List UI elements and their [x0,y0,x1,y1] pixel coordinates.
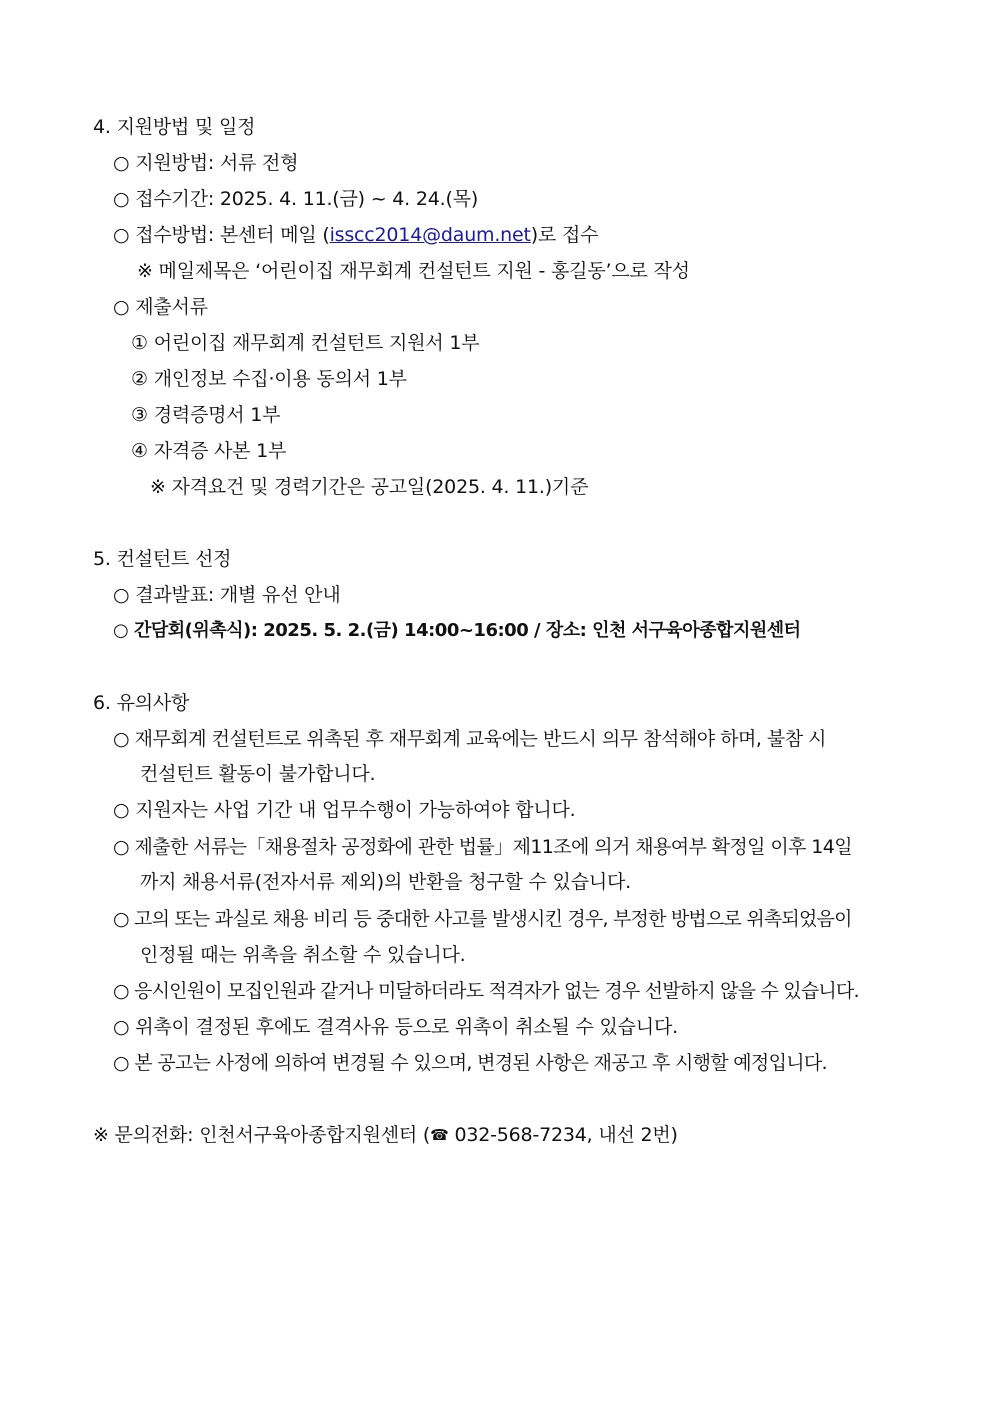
qualification-note [150,474,588,500]
notice-item-text: 인정될 때는 위촉을 취소할 수 있습니다. [140,944,466,966]
contact-prefix: ※ 문의전화: 인천서구육아종합지원센터 ( [93,1124,431,1146]
document-item-text: 개인정보 수집·이용 동의서 1부 [153,368,407,390]
circle-bullet-icon: ○ [113,980,129,1002]
notice-item [113,797,576,823]
circle-bullet-icon: ○ [113,296,130,318]
contact-phone: 032-568-7234, 내선 2번 [454,1124,671,1146]
meeting-item [113,618,801,644]
section-4-title-text: 4. 지원방법 및 일정 [93,116,256,138]
circled-number: ④ [131,440,148,462]
phone-icon: ☎ [430,1126,449,1144]
apply-method-item [113,150,298,176]
notice-item [113,1014,678,1040]
document-item-text: 자격증 사본 1부 [153,440,287,462]
documents-title-text: 제출서류 [135,296,208,318]
circled-number: ② [131,368,148,390]
receipt-period-item [113,186,478,212]
document-item-text: 경력증명서 1부 [153,404,281,426]
section-5-title [93,546,231,572]
circle-bullet-icon: ○ [113,152,130,174]
section-6-title-text: 6. 유의사항 [93,692,190,714]
contact-line [93,1122,678,1149]
circle-bullet-icon: ○ [113,1016,130,1038]
circle-bullet-icon: ○ [113,620,129,641]
qualification-note-text: ※ 자격요건 및 경력기간은 공고일(2025. 4. 11.)기준 [150,476,589,498]
receipt-method-prefix: 접수방법: 본센터 메일 ( [135,224,330,246]
circle-bullet-icon: ○ [113,836,129,858]
circle-bullet-icon: ○ [113,584,130,606]
notice-item [113,906,852,932]
document-item [131,330,479,356]
document-item [131,402,280,428]
section-5-title-text: 5. 컨설턴트 선정 [93,548,232,570]
notice-item-text: 고의 또는 과실로 채용 비리 등 중대한 사고를 발생시킨 경우, 부정한 방법으로 위촉되었음이 [134,908,852,930]
document-item [131,438,286,464]
notice-item [113,978,859,1004]
circle-bullet-icon: ○ [113,908,129,930]
apply-method-text: 지원방법: 서류 전형 [135,152,299,174]
section-4-title [93,114,255,140]
circled-number: ① [131,332,148,354]
notice-item-text: 재무회계 컨설턴트로 위촉된 후 재무회계 교육에는 반드시 의무 참석해야 하며, 불참 시 [134,728,827,750]
circle-bullet-icon: ○ [113,224,130,246]
notice-item-continuation [140,761,375,787]
notice-item-text: 응시인원이 모집인원과 같거나 미달하더라도 적격자가 없는 경우 선발하지 않을 수 있습니다. [134,980,859,1002]
document-item [131,366,407,392]
notice-item-text: 제출한 서류는「채용절차 공정화에 관한 법률」제11조에 의거 채용여부 확정일 이후 14일 [134,836,853,858]
notice-item-text: 본 공고는 사정에 의하여 변경될 수 있으며, 변경된 사항은 재공고 후 시행할 예정입니다. [134,1052,827,1074]
circle-bullet-icon: ○ [113,728,130,750]
notice-item-text: 위촉이 결정된 후에도 결격사유 등으로 위촉이 취소될 수 있습니다. [135,1016,678,1038]
section-6-title [93,690,189,716]
notice-item-text: 지원자는 사업 기간 내 업무수행이 가능하여야 합니다. [135,799,576,821]
result-announcement-text: 결과발표: 개별 유선 안내 [135,584,341,606]
receipt-period-text: 접수기간: 2025. 4. 11.(금) ~ 4. 24.(목) [135,188,479,210]
notice-item [113,1050,827,1076]
result-announcement-item [113,582,341,608]
receipt-method-item [113,222,598,248]
notice-item-continuation [140,942,466,968]
notice-item-text: 컨설턴트 활동이 불가합니다. [140,763,376,785]
email-link[interactable]: isscc2014@daum.net [329,224,531,246]
meeting-text: 간담회(위촉식): 2025. 5. 2.(금) 14:00~16:00 / 장소: 인천 서구육아종합지원센터 [134,620,801,641]
notice-item-text: 까지 채용서류(전자서류 제외)의 반환을 청구할 수 있습니다. [140,871,631,893]
receipt-method-suffix: )로 접수 [530,224,599,246]
notice-item [113,726,826,752]
documents-title-item [113,294,208,320]
circle-bullet-icon: ○ [113,188,130,210]
mail-subject-note [137,258,690,284]
notice-item-continuation [140,869,631,895]
circled-number: ③ [131,404,148,426]
contact-suffix: ) [670,1124,678,1146]
notice-item [113,834,852,860]
document-item-text: 어린이집 재무회계 컨설턴트 지원서 1부 [153,332,480,354]
circle-bullet-icon: ○ [113,1052,129,1074]
mail-subject-note-text: ※ 메일제목은 ‘어린이집 재무회계 컨설턴트 지원 - 홍길동’으로 작성 [137,260,690,282]
circle-bullet-icon: ○ [113,799,130,821]
